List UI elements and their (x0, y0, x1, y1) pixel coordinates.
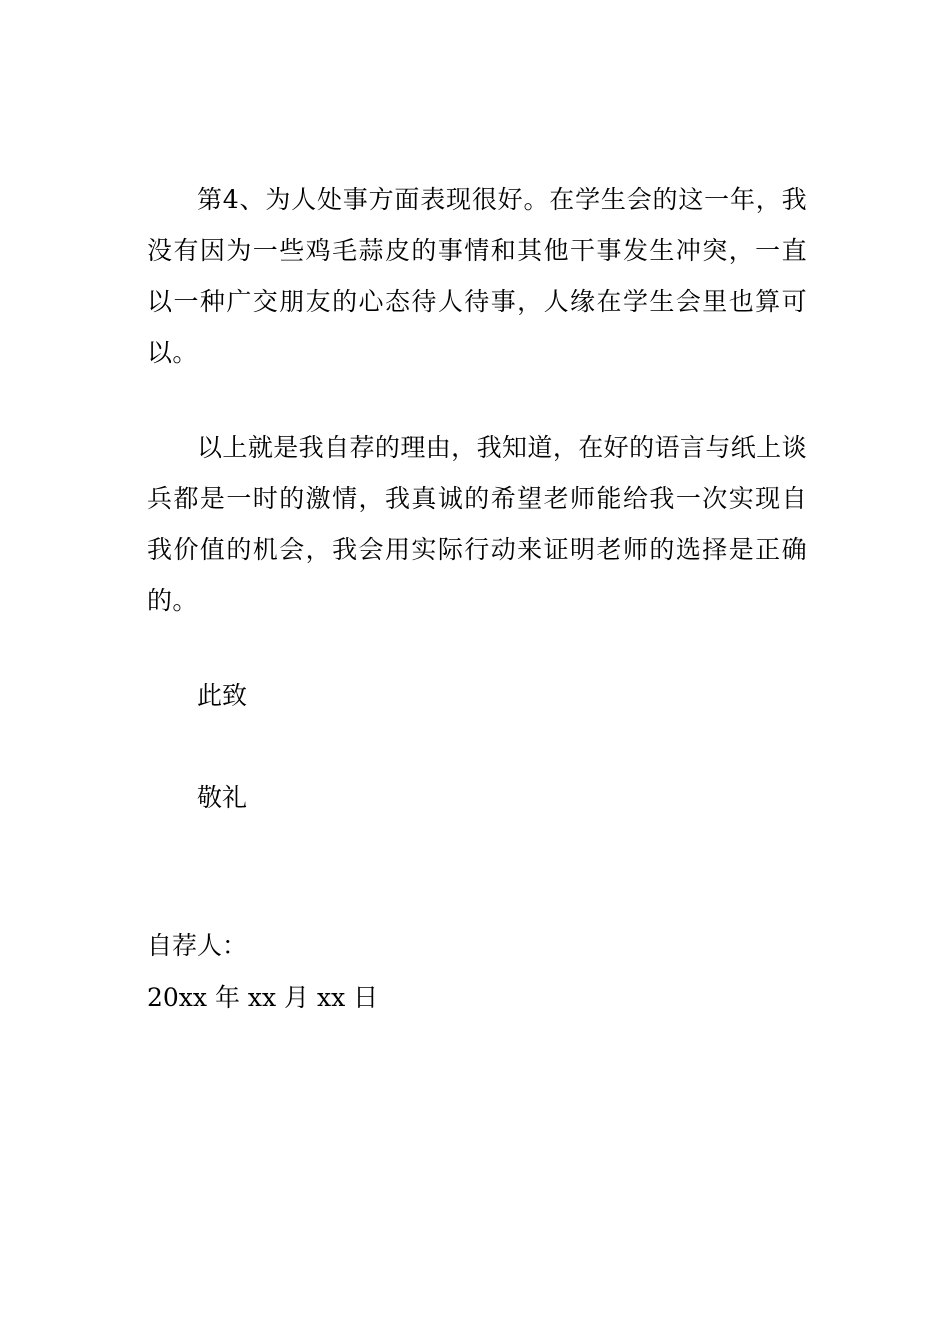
signature-date: 20xx 年 xx 月 xx 日 (147, 983, 379, 1012)
closing-regards: 敬礼 (197, 783, 248, 812)
body-paragraph-1: 第4、为人处事方面表现很好。在学生会的这一年，我没有因为一些鸡毛蒜皮的事情和其他干事发生冲突，一直以一种广交朋友的心态待人待事，人缘在学生会里也算可以。 (147, 185, 807, 367)
signer-label: 自荐人： (147, 931, 248, 960)
body-paragraph-2: 以上就是我自荐的理由，我知道，在好的语言与纸上谈兵都是一时的激情，我真诚的希望老师能给我一次实现自我价值的机会，我会用实际行动来证明老师的选择是正确的。 (147, 433, 807, 615)
closing-salutation: 此致 (197, 681, 248, 710)
